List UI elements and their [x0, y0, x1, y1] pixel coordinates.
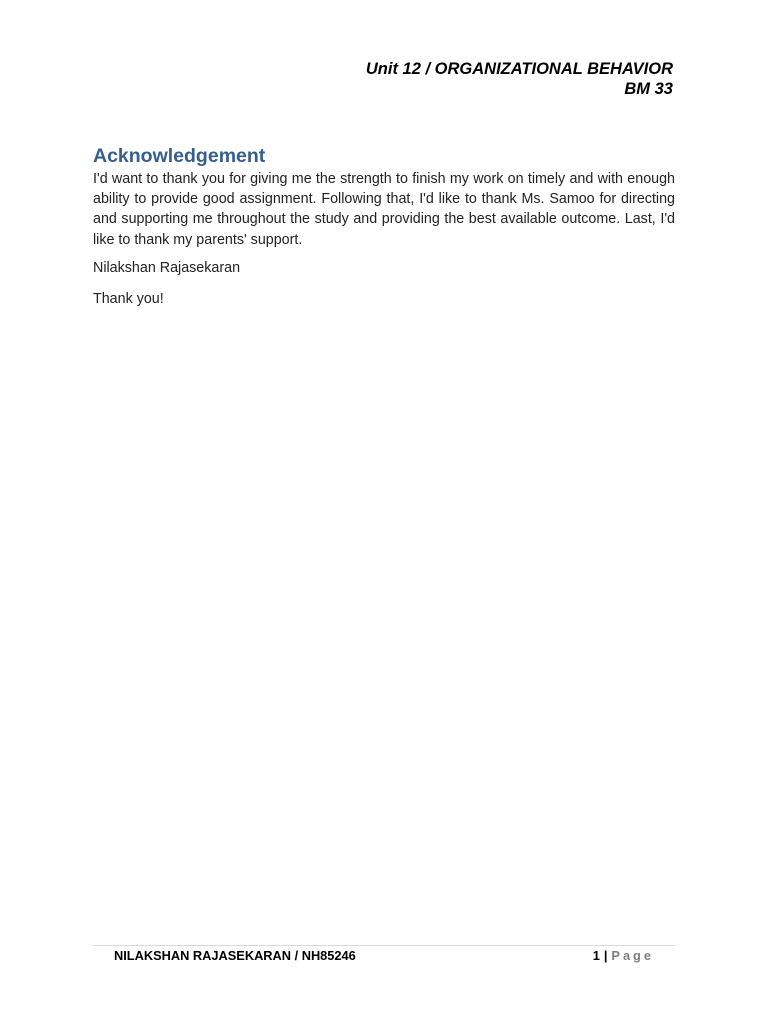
- closing-line: Thank you!: [93, 291, 164, 307]
- page-number: 1: [592, 948, 600, 963]
- page-separator: |: [603, 948, 608, 963]
- footer-author: NILAKSHAN RAJASEKARAN / NH85246: [114, 948, 356, 963]
- footer-page-number: [593, 948, 654, 964]
- page-header: [366, 59, 673, 99]
- page-label: Page: [611, 948, 654, 963]
- section-heading: Acknowledgement: [93, 145, 266, 167]
- unit-title: Unit 12 / ORGANIZATIONAL BEHAVIOR: [365, 60, 673, 78]
- footer-divider: [93, 945, 675, 946]
- signature-name: Nilakshan Rajasekaran: [93, 260, 241, 276]
- course-code: BM 33: [624, 80, 673, 98]
- acknowledgement-paragraph: I'd want to thank you for giving me the strength to finish my work on timely and with enough ability to provide good assignment. Following that, I'd like to thank Ms. Samoo for directing and supporting me throughout the study and providing the best available outcome. Last, I'd like to thank my parents' support.: [93, 171, 675, 248]
